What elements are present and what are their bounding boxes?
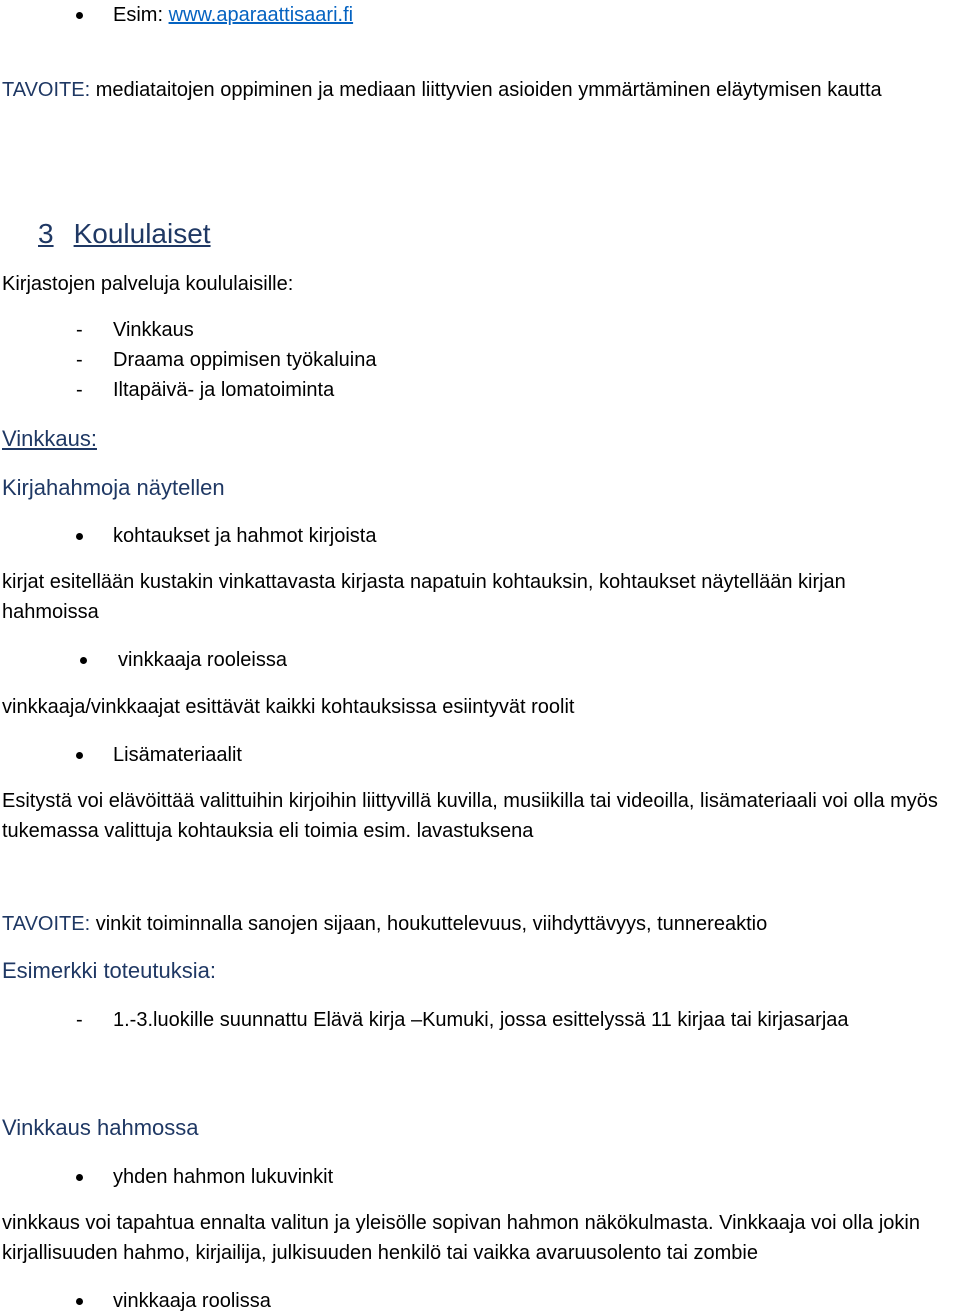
bullet-dot-icon bbox=[76, 1298, 83, 1305]
goal-2-text: vinkit toiminnalla sanojen sijaan, houkuttelevuus, viihdyttävyys, tunnereaktio bbox=[90, 913, 768, 935]
esimerkki-heading: Esimerkki toteutuksia: bbox=[2, 958, 216, 983]
dash-marker: - bbox=[76, 379, 83, 401]
kirjahahmoja-heading: Kirjahahmoja näytellen bbox=[2, 475, 225, 500]
dash-marker: - bbox=[76, 349, 83, 371]
goal-1-label: TAVOITE: bbox=[2, 79, 91, 101]
goal-2-label: TAVOITE: bbox=[2, 913, 91, 935]
services-intro: Kirjastojen palveluja koululaisille: bbox=[2, 273, 294, 295]
section-heading bbox=[38, 218, 211, 250]
bullet-dot-icon bbox=[76, 1174, 83, 1181]
aparaattisaari-link[interactable]: www.aparaattisaari.fi bbox=[168, 4, 354, 26]
hahmossa-heading: Vinkkaus hahmossa bbox=[2, 1115, 199, 1140]
esim-prefix: Esim: bbox=[113, 4, 169, 26]
para-esitysta: Esitystä voi elävöittää valittuihin kirjoihin liittyvillä kuvilla, musiikilla tai videoilla, lisämateriaali voi olla myös tukemassa valittuja kohtauksia eli toimia esim. lavastuksena bbox=[2, 790, 938, 842]
para-vinkkaaja: vinkkaaja/vinkkaajat esittävät kaikki kohtauksissa esiintyvät roolit bbox=[2, 696, 575, 718]
bullet-dot-icon bbox=[80, 657, 87, 664]
para-hahmo: vinkkaus voi tapahtua ennalta valitun ja yleisölle sopivan hahmon näkökulmasta. Vinkkaaja voi olla jokin kirjallisuuden hahmo, kirjailija, julkisuuden henkilö tai vaikka avaruusolento tai zombie bbox=[2, 1212, 920, 1264]
section-title: Koululaiset bbox=[73, 218, 211, 249]
section-number: 3 bbox=[38, 218, 54, 249]
para-kirjat: kirjat esitellään kustakin vinkattavasta kirjasta napatuin kohtauksin, kohtaukset näytellään kirjan hahmoissa bbox=[2, 571, 846, 623]
bullet-dot-icon bbox=[76, 533, 83, 540]
bullet-dot-icon bbox=[76, 752, 83, 759]
bullet-dot-icon bbox=[76, 12, 83, 19]
goal-1-text: mediataitojen oppiminen ja mediaan liittyvien asioiden ymmärtäminen eläytymisen kautta bbox=[90, 79, 882, 101]
vinkkaus-heading: Vinkkaus: bbox=[2, 426, 97, 451]
dash-marker: - bbox=[76, 1009, 83, 1031]
goal-1 bbox=[2, 78, 882, 102]
goal-2 bbox=[2, 912, 767, 936]
dash-marker: - bbox=[76, 319, 83, 341]
